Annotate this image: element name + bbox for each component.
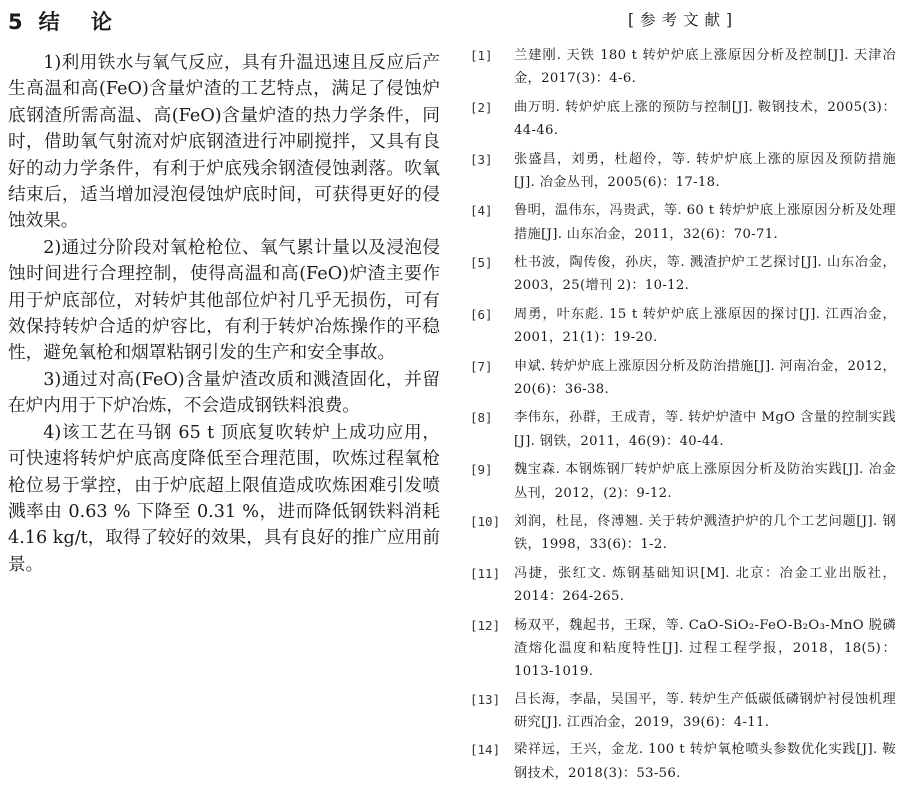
reference-number: [7] (470, 358, 493, 374)
section-heading (8, 6, 124, 36)
conclusion-section (8, 0, 440, 702)
reference-number: [5] (470, 255, 493, 271)
reference-text: 吕长海，李晶，吴国平，等. 转炉生产低碳低磷钢炉衬侵蚀机理研究[J]. 江西冶金，2019，39(6)：4-11. (514, 691, 896, 730)
reference-item-4 (470, 199, 896, 246)
reference-text: 张盛昌，刘勇，杜超伶，等. 转炉炉底上涨的原因及预防措施[J]. 冶金丛刊，2005(6)：17-18. (514, 151, 896, 190)
reference-item-13 (470, 688, 896, 735)
reference-number: [2] (470, 99, 493, 115)
reference-number: [10] (470, 514, 501, 530)
reference-item-2 (470, 96, 896, 143)
reference-text: 兰建刚. 天铁 180 t 转炉炉底上涨原因分析及控制[J]. 天津冶金，2017(3)：4-6. (514, 48, 896, 87)
references-section (470, 0, 896, 781)
reference-item-11 (470, 562, 896, 609)
reference-item-9 (470, 458, 896, 505)
references-heading: [参考文献] (627, 11, 739, 29)
reference-item-1 (470, 44, 896, 91)
reference-text: 曲万明. 转炉炉底上涨的预防与控制[J]. 鞍钢技术，2005(3)：44-46. (514, 99, 896, 139)
reference-number: [3] (470, 151, 493, 167)
conclusion-paragraph-1: 1)利用铁水与氧气反应，具有升温迅速且反应后产生高温和高(FeO)含量炉渣的工艺特点，满足了侵蚀炉底钢渣所需高温、高(FeO)含量炉渣的热力学条件，同时，借助氧气射流对炉底钢渣进行冲刷搅拌，又具有良好的动力学条件，有利于炉底残余钢渣侵蚀剥落。吹氧结束后，适当增加浸泡侵蚀炉底时间，可获得更好的侵蚀效果。 (8, 53, 440, 232)
reference-number: [1] (470, 48, 493, 63)
conclusion-body (8, 50, 440, 578)
reference-text: 杜书波，陶传俊，孙庆，等. 溅渣护炉工艺探讨[J]. 山东冶金，2003，25(增刊 2)：10-12. (514, 255, 896, 294)
reference-list (470, 44, 896, 789)
reference-number: [9] (470, 462, 493, 478)
reference-number: [6] (470, 306, 493, 322)
reference-text: 梁祥远，王兴，金龙. 100 t 转炉氧枪喷头参数优化实践[J]. 鞍钢技术，2018(3)：53-56. (514, 742, 896, 781)
reference-item-3 (470, 148, 896, 195)
reference-number: [14] (470, 742, 501, 758)
conclusion-paragraph-2: 2)通过分阶段对氧枪枪位、氧气累计量以及浸泡侵蚀时间进行合理控制，使得高温和高(FeO)炉渣主要作用于炉底部位，对转炉其他部位炉衬几乎无损伤，可有效保持转炉合适的炉容比，有利于转炉冶炼操作的平稳性，避免氧枪和烟罩粘钢引发的生产和安全事故。 (8, 237, 440, 364)
reference-item-14 (470, 738, 896, 785)
reference-number: [4] (470, 203, 493, 219)
reference-text: 冯捷，张红文. 炼钢基础知识[M]. 北京：冶金工业出版社，2014：264-265. (514, 565, 896, 605)
reference-text: 李伟东，孙群，王成青，等. 转炉炉渣中 MgO 含量的控制实践[J]. 钢铁，2011，46(9)：40-44. (514, 410, 896, 449)
reference-text: 杨双平，魏起书，王琛，等. CaO-SiO₂-FeO-B₂O₃-MnO 脱磷渣熔化温度和粘度特性[J]. 过程工程学报，2018，18(5)：1013-1019. (514, 617, 896, 680)
reference-item-7 (470, 355, 896, 402)
reference-number: [13] (470, 691, 501, 707)
reference-number: [12] (470, 617, 501, 633)
reference-text: 魏宝森. 本钢炼钢厂转炉炉底上涨原因分析及防治实践[J]. 冶金丛刊，2012，(2)：9-12. (514, 462, 896, 501)
reference-item-10 (470, 510, 896, 557)
reference-number: [11] (470, 565, 501, 581)
reference-item-6 (470, 303, 896, 350)
reference-text: 周勇，叶东彪. 15 t 转炉炉底上涨原因的探讨[J]. 江西冶金，2001，21(1)：19-20. (514, 306, 896, 346)
reference-number: [8] (470, 410, 493, 426)
conclusion-paragraph-3: 3)通过对高(FeO)含量炉渣改质和溅渣固化，并留在炉内用于下炉冶炼，不会造成钢铁料浪费。 (8, 369, 440, 417)
reference-text: 申斌. 转炉炉底上涨原因分析及防治措施[J]. 河南冶金，2012，20(6)：36-38. (514, 358, 896, 397)
conclusion-paragraph-4: 4)该工艺在马钢 65 t 顶底复吹转炉上成功应用，可快速将转炉炉底高度降低至合理范围，吹炼过程氧枪枪位易于掌控，由于炉底超上限值造成吹炼困难引发喷溅率由 0.63 % 下降至 0.31 %，进而降低钢铁料消耗4.16 kg/t，取得了较好的效果，具有良好的推广应用前景。 (8, 422, 440, 575)
section-number: 5 (8, 10, 25, 34)
section-title: 结 论 (38, 10, 124, 34)
reference-item-12 (470, 614, 896, 684)
reference-item-8 (470, 406, 896, 453)
reference-text: 刘润，杜昆，佟溥翘. 关于转炉溅渣护炉的几个工艺问题[J]. 钢铁，1998，33(6)：1-2. (514, 514, 896, 553)
reference-text: 鲁明，温伟东，冯贵武，等. 60 t 转炉炉底上涨原因分析及处理措施[J]. 山东冶金，2011，32(6)：70-71. (514, 203, 896, 242)
reference-item-5 (470, 251, 896, 298)
